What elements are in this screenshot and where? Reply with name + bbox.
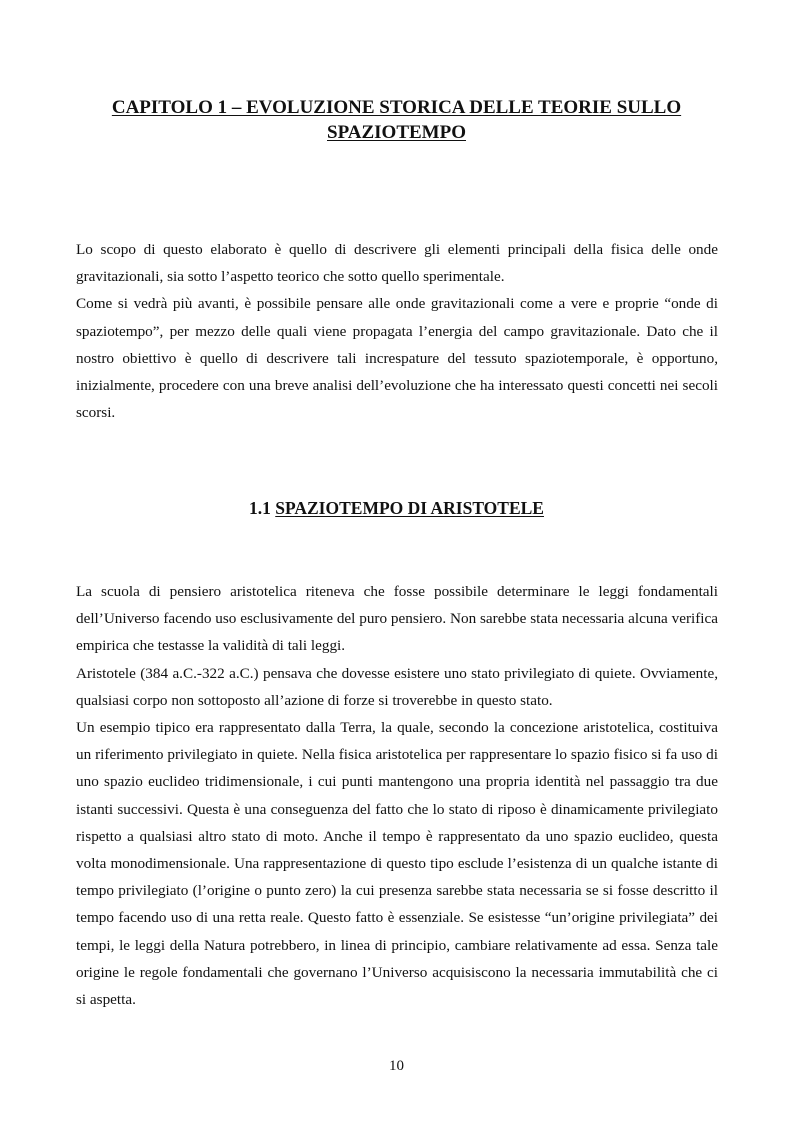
intro-paragraph-2: Come si vedrà più avanti, è possibile pensare alle onde gravitazionali come a vere e proprie “onde di spaziotempo”, per mezzo delle quali viene propagata l’energia del campo gravitazionale. Dato che il nostro obiettivo è quello di descrivere tali increspature del tessuto spaziotemporale, è opportuno, inizialmente, procedere con una breve analisi dell’evoluzione che ha interessato questi concetti nei secoli scorsi. bbox=[76, 295, 718, 422]
intro-paragraph-1: Lo scopo di questo elaborato è quello di descrivere gli elementi principali della fisica delle onde gravitazionali, sia sotto l’aspetto teorico che sotto quello sperimentale. bbox=[76, 241, 718, 286]
chapter-title-line-2: SPAZIOTEMPO bbox=[327, 122, 466, 143]
chapter-title-line-1: CAPITOLO 1 – EVOLUZIONE STORICA DELLE TEORIE SULLO bbox=[111, 97, 682, 118]
page-number: 10 bbox=[389, 1058, 404, 1074]
section-paragraph-3: Un esempio tipico era rappresentato dalla Terra, la quale, secondo la concezione aristotelica, costituiva un riferimento privilegiato in quiete. Nella fisica aristotelica per rappresentare lo spazio fisico si fa uso di uno spazio euclideo tridimensionale, i cui punti mantengono una propria identità nel passaggio tra due istanti successivi. Questa è una conseguenza del fatto che lo stato di riposo è dinamicamente privilegiato rispetto a qualsiasi altro stato di moto. Anche il tempo è rappresentato da uno spazio euclideo, questa volta monodimensionale. Una rappresentazione di questo tipo esclude l’esistenza di un qualche istante di tempo privilegiato (l’origine o punto zero) la cui presenza sarebbe stata necessaria se si fosse descritto il tempo facendo uso di una retta reale. Questo fatto è essenziale. Se esistesse “un’origine privilegiata” dei tempi, le leggi della Natura potrebbero, in linea di principio, cambiare relativamente ad essa. Senza tale origine le regole fondamentali che governano l’Universo acquisiscono la necessaria immutabilità che ci si aspetta. bbox=[76, 719, 718, 1009]
chapter-title bbox=[60, 95, 733, 145]
intro-text-block bbox=[76, 236, 718, 426]
section-text-block bbox=[76, 578, 718, 1013]
section-number: 1.1 bbox=[249, 498, 271, 518]
section-paragraph-1: La scuola di pensiero aristotelica riteneva che fosse possibile determinare le leggi fondamentali dell’Universo facendo uso esclusivamente del puro pensiero. Non sarebbe stata necessaria alcuna verifica empirica che testasse la validità di tali leggi. bbox=[76, 583, 718, 655]
section-heading bbox=[60, 497, 733, 519]
section-paragraph-2: Aristotele (384 a.C.-322 a.C.) pensava che dovesse esistere uno stato privilegiato di quiete. Ovviamente, qualsiasi corpo non sottoposto all’azione di forze si troverebbe in questo stato. bbox=[76, 664, 718, 709]
section-title: SPAZIOTEMPO DI ARISTOTELE bbox=[275, 498, 544, 518]
